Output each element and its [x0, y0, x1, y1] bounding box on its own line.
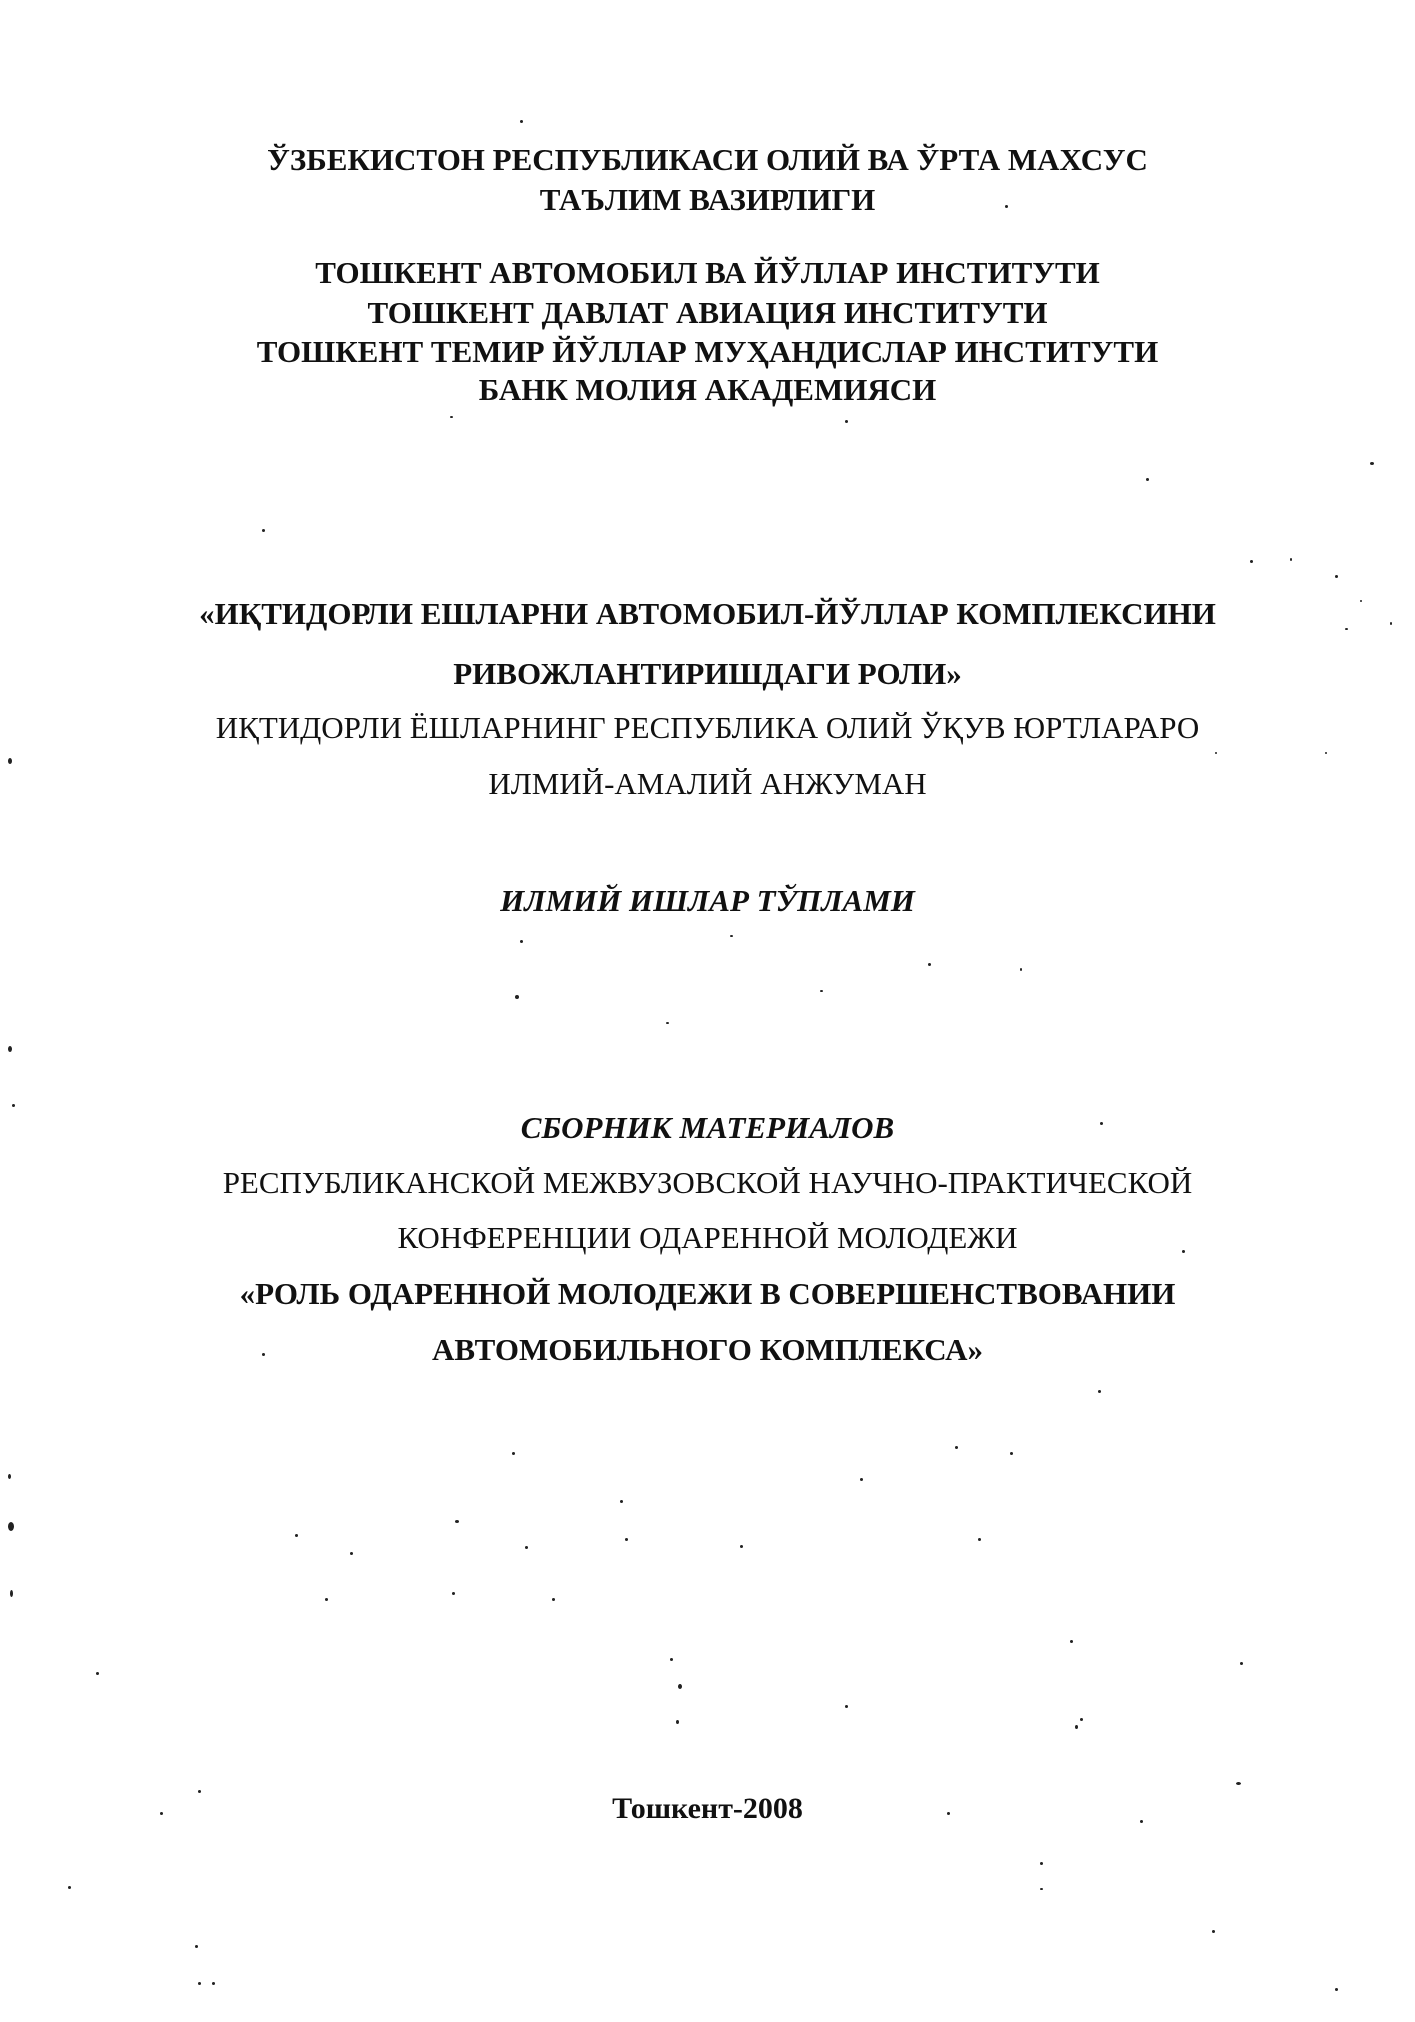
ru-title-line-2: КОНФЕРЕНЦИИ ОДАРЕННОЙ МОЛОДЕЖИ — [397, 1220, 1018, 1255]
ru-collection-title: СБОРНИК МАТЕРИАЛОВ — [520, 1110, 895, 1145]
uz-title-line-1: «ИҚТИДОРЛИ ЕШЛАРНИ АВТОМОБИЛ-ЙЎЛЛАР КОМПЛЕКСИНИ — [199, 596, 1216, 631]
imprint-city-year: Тошкент-2008 — [612, 1792, 803, 1825]
ministry-line-1: ЎЗБЕКИСТОН РЕСПУБЛИКАСИ ОЛИЙ ВА ЎРТА МАХСУС — [267, 142, 1148, 177]
ru-title-line-3: «РОЛЬ ОДАРЕННОЙ МОЛОДЕЖИ В СОВЕРШЕНСТВОВАНИИ — [239, 1276, 1176, 1311]
uz-title-line-4: ИЛМИЙ-АМАЛИЙ АНЖУМАН — [488, 766, 927, 801]
institution-4: БАНК МОЛИЯ АКАДЕМИЯСИ — [478, 372, 937, 407]
institution-2: ТОШКЕНТ ДАВЛАТ АВИАЦИЯ ИНСТИТУТИ — [367, 295, 1048, 330]
ru-title-line-4: АВТОМОБИЛЬНОГО КОМПЛЕКСА» — [431, 1332, 984, 1367]
uz-title-line-2: РИВОЖЛАНТИРИШДАГИ РОЛИ» — [453, 656, 962, 691]
uz-collection-title: ИЛМИЙ ИШЛАР ТЎПЛАМИ — [500, 883, 915, 918]
uz-title-line-3: ИҚТИДОРЛИ ЁШЛАРНИНГ РЕСПУБЛИКА ОЛИЙ ЎҚУВ ЮРТЛАРАРО — [215, 710, 1200, 745]
institution-1: ТОШКЕНТ АВТОМОБИЛ ВА ЙЎЛЛАР ИНСТИТУТИ — [315, 255, 1100, 290]
ru-title-line-1: РЕСПУБЛИКАНСКОЙ МЕЖВУЗОВСКОЙ НАУЧНО-ПРАКТИЧЕСКОЙ — [222, 1165, 1193, 1200]
institution-3: ТОШКЕНТ ТЕМИР ЙЎЛЛАР МУҲАНДИСЛАР ИНСТИТУТИ — [256, 334, 1159, 369]
ministry-line-2: ТАЪЛИМ ВАЗИРЛИГИ — [539, 182, 876, 217]
